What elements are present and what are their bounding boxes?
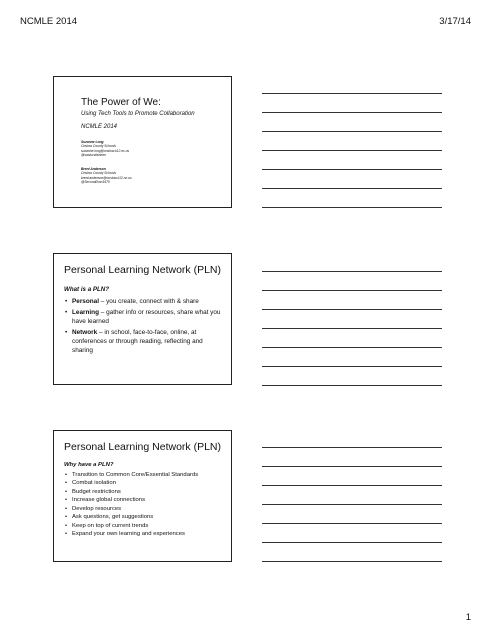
note-line (262, 347, 442, 348)
note-line (262, 542, 442, 543)
note-line (262, 207, 442, 208)
note-line (262, 309, 442, 310)
note-line (262, 385, 442, 386)
author-handle: @sasluvsfanimm (81, 152, 107, 157)
slide-1-subtitle: Using Tech Tools to Promote Collaboration (81, 111, 195, 117)
slide-2-question: What is a PLN? (64, 286, 110, 293)
note-line (262, 561, 442, 562)
slide-1-title: The Power of We: (81, 97, 161, 108)
bullet-item: • Ask questions, get suggestions (64, 513, 225, 522)
note-line (262, 447, 442, 448)
author-school: Onslow County Schools (81, 171, 117, 176)
bullet-item: • Budget restrictions (64, 488, 225, 497)
author-email: brent.anderson@onslow.k12.nc.us (81, 175, 132, 180)
bullet-item: • Keep on top of current trends (64, 522, 225, 531)
author-handle: @SecondDmn1670 (81, 179, 110, 184)
bullet-text: – in school, face-to-face, online, at conferences or through reading, reflecting and sharing (72, 328, 203, 355)
note-line (262, 188, 442, 189)
bullet-item: • Develop resources (64, 505, 225, 514)
slide-1-event: NCMLE 2014 (81, 124, 118, 130)
bullet-item (64, 308, 225, 327)
note-line (262, 523, 442, 524)
slide-3 (53, 430, 232, 562)
bullet-item: • Increase global connections (64, 496, 225, 505)
note-line (262, 131, 442, 132)
note-line (262, 366, 442, 367)
bullet-item: • Combat isolation (64, 479, 225, 488)
slide-3-bullet-list (64, 471, 225, 539)
bullet-item: • Expand your own learning and experiences (64, 530, 225, 539)
slide-2-bullet-list (64, 297, 225, 357)
author-email: suzanne.long@onslow.k12.nc.us (81, 148, 130, 153)
bullet-item (64, 328, 225, 356)
bullet-term: Network (72, 328, 98, 336)
note-line (262, 466, 442, 467)
bullet-term: Learning (72, 308, 99, 316)
slide-2-title: Personal Learning Network (PLN) (64, 264, 221, 276)
bullet-text: – gather info or resources, share what you have learned (72, 308, 221, 325)
note-line (262, 271, 442, 272)
header-title: NCMLE 2014 (20, 16, 78, 27)
note-line (262, 290, 442, 291)
author-1 (81, 140, 129, 157)
note-line (262, 93, 442, 94)
note-line (262, 485, 442, 486)
note-line (262, 112, 442, 113)
author-name: Brent Anderson (81, 167, 106, 171)
bullet-text: – you create, connect with & share (99, 298, 199, 305)
bullet-term: Personal (72, 298, 99, 305)
author-school: Onslow County Schools (81, 144, 117, 149)
slide-2 (53, 253, 232, 385)
note-line (262, 150, 442, 151)
note-line (262, 169, 442, 170)
page-number: 1 (465, 612, 471, 623)
slide-3-title: Personal Learning Network (PLN) (64, 441, 221, 453)
header-date: 3/17/14 (439, 16, 471, 27)
bullet-item: • Transition to Common Core/Essential Standards (64, 471, 225, 480)
bullet-item (64, 297, 225, 306)
slide-3-question: Why have a PLN? (64, 462, 114, 468)
note-line (262, 504, 442, 505)
note-line (262, 328, 442, 329)
author-2 (81, 167, 132, 184)
slide-1-title-slide (53, 76, 232, 208)
author-name: Suzanne Long (81, 140, 104, 144)
